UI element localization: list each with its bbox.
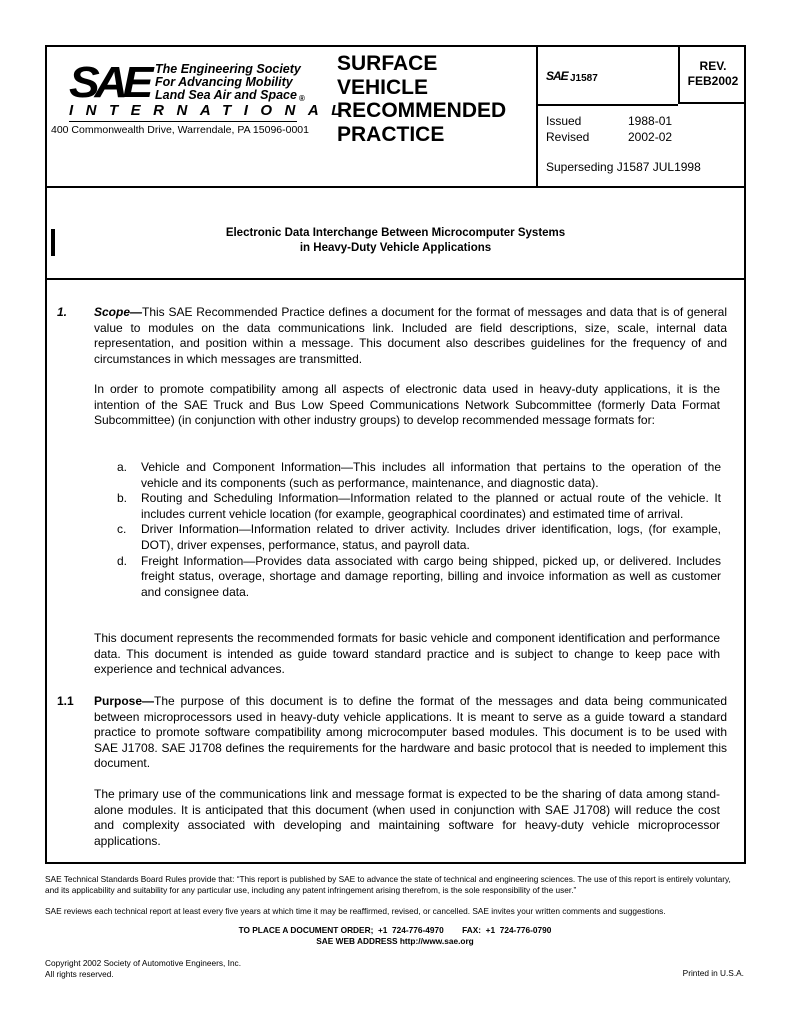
list-item bbox=[117, 522, 721, 553]
rev-date: FEB2002 bbox=[687, 74, 739, 88]
list-marker: b. bbox=[117, 491, 128, 506]
section-purpose bbox=[57, 694, 727, 772]
review-notice: SAE reviews each technical report at least every five years at which time it may be reaffirmed, revised, or cancelled. SAE invites your written comments and suggestions. bbox=[45, 906, 666, 916]
standard-number-cell bbox=[538, 47, 678, 106]
sae-logo-block bbox=[47, 47, 353, 186]
section-number: 1.1 bbox=[57, 694, 74, 708]
document-type bbox=[337, 52, 537, 146]
doc-type-line: SURFACE bbox=[337, 52, 438, 75]
web-address: SAE WEB ADDRESS http://www.sae.org bbox=[316, 935, 474, 946]
list-text: Freight Information—Provides data associated with cargo being shipped, picked up, or delivered. Includes freight status, overage, shortage and damage reporting, billing and invoice information as well as customer and consignee data. bbox=[141, 553, 721, 599]
section-scope bbox=[57, 305, 727, 367]
tagline-line: The Engineering Society bbox=[155, 62, 301, 76]
date-value: 1988-01 bbox=[628, 114, 673, 128]
list-item bbox=[117, 460, 721, 491]
title-line: in Heavy-Duty Vehicle Applications bbox=[299, 242, 492, 254]
doc-type-line: PRACTICE bbox=[337, 122, 445, 146]
order-info bbox=[45, 925, 745, 946]
list-text: Vehicle and Component Information—This includes all information that pertains to the operation of the vehicle and its components (such as performance, maintenance, and diagnostic data). bbox=[141, 460, 721, 490]
section-number: 1. bbox=[57, 305, 68, 319]
document-frame bbox=[45, 45, 746, 864]
revised-row bbox=[546, 129, 672, 145]
section-text bbox=[94, 694, 727, 772]
list-marker: d. bbox=[117, 553, 128, 568]
paragraph: This document represents the recommended formats for basic vehicle and component identification and performance data. This document is intended as guide toward standard practice and is subject to change to keep pace with experience and technical advances. bbox=[94, 631, 720, 677]
list-marker: a. bbox=[117, 460, 128, 474]
tagline-line: Land Sea Air and Space bbox=[155, 88, 297, 102]
copyright bbox=[45, 958, 241, 979]
logo-tagline bbox=[155, 63, 305, 105]
paragraph-text: The purpose of this document is to define the format of the messages and data being communicated between microprocessors used in heavy-duty vehicle applications. It is meant to serve as a guide toward a standard practice to promote software compatibility among microcomputer based modules. This document is to be used with SAE J1708. SAE J1708 defines the requirements for the hardware and basic protocol that is needed to implement this document. bbox=[94, 694, 727, 771]
title-line: Electronic Data Interchange Between Microcomputer Systems bbox=[225, 227, 566, 239]
header bbox=[47, 47, 744, 188]
sae-address: 400 Commonwealth Drive, Warrendale, PA 15096-0001 bbox=[51, 124, 309, 136]
rights-line: All rights reserved. bbox=[45, 968, 114, 979]
standard-info bbox=[536, 47, 746, 186]
date-value: 2002-02 bbox=[628, 130, 673, 144]
date-label: Revised bbox=[546, 130, 590, 144]
doc-type-line: VEHICLE bbox=[337, 75, 429, 99]
divider bbox=[69, 121, 297, 122]
issued-row bbox=[546, 113, 672, 129]
date-label: Issued bbox=[546, 114, 582, 128]
dates-block bbox=[546, 113, 672, 145]
document-title-box bbox=[47, 188, 744, 280]
svg-text:SAE: SAE bbox=[69, 61, 149, 103]
printed-in: Printed in U.S.A. bbox=[682, 968, 744, 978]
format-list bbox=[117, 460, 721, 600]
list-item bbox=[117, 554, 721, 601]
list-text: Routing and Scheduling Information—Information related to the planned or actual route of the vehicle. It includes current vehicle location (for example, geographical coordinates) and estimated time of arrival. bbox=[141, 491, 721, 521]
doc-type-line: RECOMMENDED bbox=[337, 99, 507, 122]
tagline-line: For Advancing Mobility bbox=[155, 75, 293, 89]
paragraph: The primary use of the communications link and message format is expected to be the sharing of data among stand-alone modules. It is anticipated that this document (when used in conjunction with SAE J1708) will reduce the cost and complexity associated with developing and maintaining software for heavy-duty vehicle microprocessor applications. bbox=[94, 787, 720, 848]
document-title bbox=[47, 226, 744, 256]
standard-number: J1587 bbox=[570, 73, 598, 84]
copyright-line: Copyright 2002 Society of Automotive Engineers, Inc. bbox=[45, 958, 242, 968]
revision-cell bbox=[678, 47, 746, 104]
paragraph-text: This SAE Recommended Practice defines a document for the format of messages and data that is of general value to modules on the data communications link. Included are field descriptions, size, scale, internal data representation, and position within a message. This document also describes guidelines for the frequency of and circumstances in which messages are transmitted. bbox=[94, 305, 727, 366]
list-marker: c. bbox=[117, 522, 127, 537]
sae-logo-icon bbox=[69, 61, 155, 103]
sae-mini-logo-icon: SAE bbox=[546, 69, 568, 83]
rev-label: REV. bbox=[699, 59, 727, 73]
registered-mark: ® bbox=[298, 94, 305, 103]
order-line: TO PLACE A DOCUMENT ORDER; +1 724-776-4970 FAX: +1 724-776-0790 bbox=[238, 925, 552, 935]
list-item bbox=[117, 491, 721, 522]
international-wordmark: INTERNATIONAL bbox=[69, 102, 353, 119]
section-text bbox=[94, 305, 727, 367]
section-heading: Scope— bbox=[94, 305, 143, 319]
paragraph: In order to promote compatibility among all aspects of electronic data used in heavy-duty applications, it is the intention of the SAE Truck and Bus Low Speed Communications Network Subcommittee (formerly Data Format Subcommittee) (in conjunction with other industry groups) to develop recommended message formats for: bbox=[94, 382, 720, 428]
superseding: Superseding J1587 JUL1998 bbox=[546, 160, 701, 174]
section-heading: Purpose— bbox=[94, 694, 155, 708]
list-text: Driver Information—Information related to driver activity. Includes driver identification, logs, (for example, DOT), driver expenses, performance, status, and payroll data. bbox=[141, 522, 721, 552]
board-rules-notice: SAE Technical Standards Board Rules provide that: “This report is published by SAE to advance the state of technical and engineering sciences. The use of this report is entirely voluntary, and its applicability and suitability for any particular use, including any patent infringement arising therefrom, is the sole responsibility of the user.” bbox=[45, 874, 731, 895]
